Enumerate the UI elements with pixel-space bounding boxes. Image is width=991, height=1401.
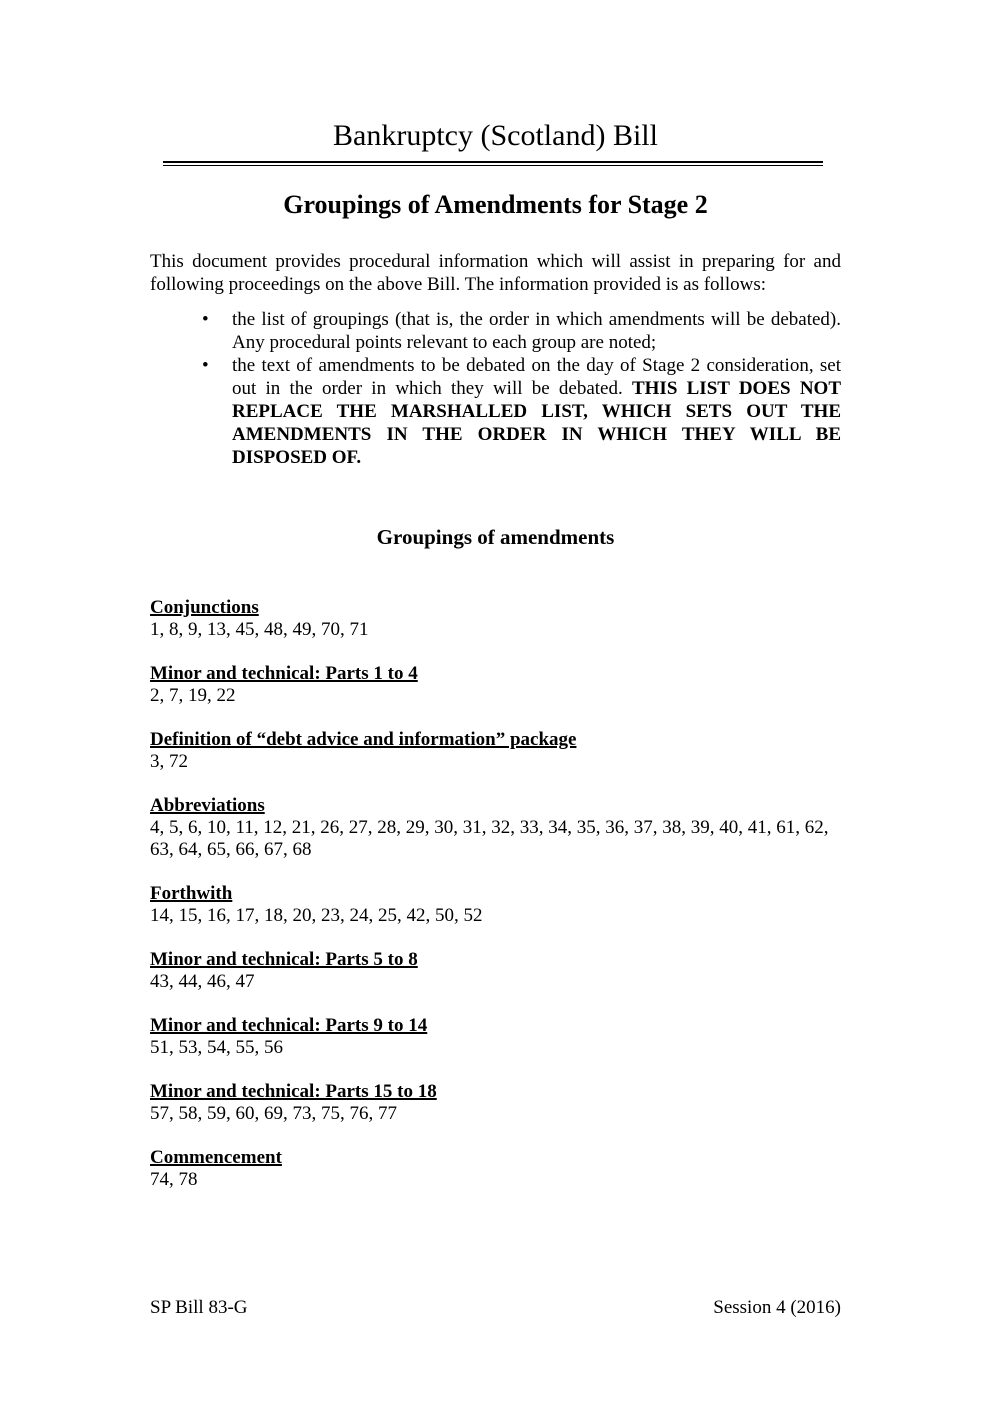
group-item bbox=[150, 795, 841, 861]
bullet-icon: • bbox=[202, 355, 209, 376]
footer-session: Session 4 (2016) bbox=[713, 1297, 841, 1318]
group-title: Commencement bbox=[150, 1147, 282, 1168]
bill-title: Bankruptcy (Scotland) Bill bbox=[333, 119, 658, 152]
group-item bbox=[150, 883, 841, 927]
bullet-item: • the text of amendments to be debated on the day of Stage 2 consideration, set out in the order in which they will be debated. THIS LIST DOES NOT REPLACE THE MARSHALLED LIST, WHICH SETS OUT THE AMENDMENTS IN THE ORDER IN WHICH THEY WILL BE DISPOSED OF. bbox=[202, 355, 841, 468]
title-double-rule bbox=[163, 161, 823, 166]
groupings-heading: Groupings of amendments bbox=[376, 525, 615, 549]
bullet-item: • the list of groupings (that is, the order in which amendments will be debated). Any procedural points relevant to each group are noted; bbox=[202, 309, 841, 353]
group-title: Abbreviations bbox=[150, 795, 265, 816]
group-amendments: 14, 15, 16, 17, 18, 20, 23, 24, 25, 42, 50, 52 bbox=[150, 905, 483, 926]
group-title: Definition of “debt advice and information” package bbox=[150, 729, 577, 750]
footer-bill-number: SP Bill 83-G bbox=[150, 1297, 248, 1318]
group-title: Forthwith bbox=[150, 883, 233, 904]
group-item bbox=[150, 663, 841, 707]
group-item bbox=[150, 729, 841, 773]
group-item bbox=[150, 597, 841, 641]
group-amendments: 3, 72 bbox=[150, 751, 188, 772]
group-amendments: 51, 53, 54, 55, 56 bbox=[150, 1037, 283, 1058]
group-item bbox=[150, 1015, 841, 1059]
group-title: Conjunctions bbox=[150, 597, 259, 618]
group-amendments: 2, 7, 19, 22 bbox=[150, 685, 236, 706]
group-title: Minor and technical: Parts 15 to 18 bbox=[150, 1081, 437, 1102]
intro-bullet-list bbox=[202, 308, 841, 469]
intro-paragraph: This document provides procedural information which will assist in preparing for and following proceedings on the above Bill. The information provided is as follows: bbox=[150, 251, 841, 295]
document-subtitle: Groupings of Amendments for Stage 2 bbox=[283, 190, 708, 219]
groupings-list bbox=[150, 597, 841, 1213]
group-title: Minor and technical: Parts 5 to 8 bbox=[150, 949, 418, 970]
bullet-icon: • bbox=[202, 309, 209, 330]
group-item bbox=[150, 1081, 841, 1125]
group-amendments: 1, 8, 9, 13, 45, 48, 49, 70, 71 bbox=[150, 619, 369, 640]
group-amendments: 43, 44, 46, 47 bbox=[150, 971, 255, 992]
bullet-bold-notice: THIS LIST DOES NOT REPLACE THE MARSHALLED LIST, WHICH SETS OUT THE AMENDMENTS IN THE ORDER IN WHICH THEY WILL BE DISPOSED OF. bbox=[232, 378, 841, 468]
group-amendments: 74, 78 bbox=[150, 1169, 198, 1190]
group-amendments: 57, 58, 59, 60, 69, 73, 75, 76, 77 bbox=[150, 1103, 397, 1124]
group-item bbox=[150, 1147, 841, 1191]
group-item bbox=[150, 949, 841, 993]
group-title: Minor and technical: Parts 9 to 14 bbox=[150, 1015, 428, 1036]
group-amendments: 4, 5, 6, 10, 11, 12, 21, 26, 27, 28, 29, 30, 31, 32, 33, 34, 35, 36, 37, 38, 39, 40, 41, 61, 62, 63, 64, 65, 66, 67, 68 bbox=[150, 817, 829, 860]
group-title: Minor and technical: Parts 1 to 4 bbox=[150, 663, 418, 684]
